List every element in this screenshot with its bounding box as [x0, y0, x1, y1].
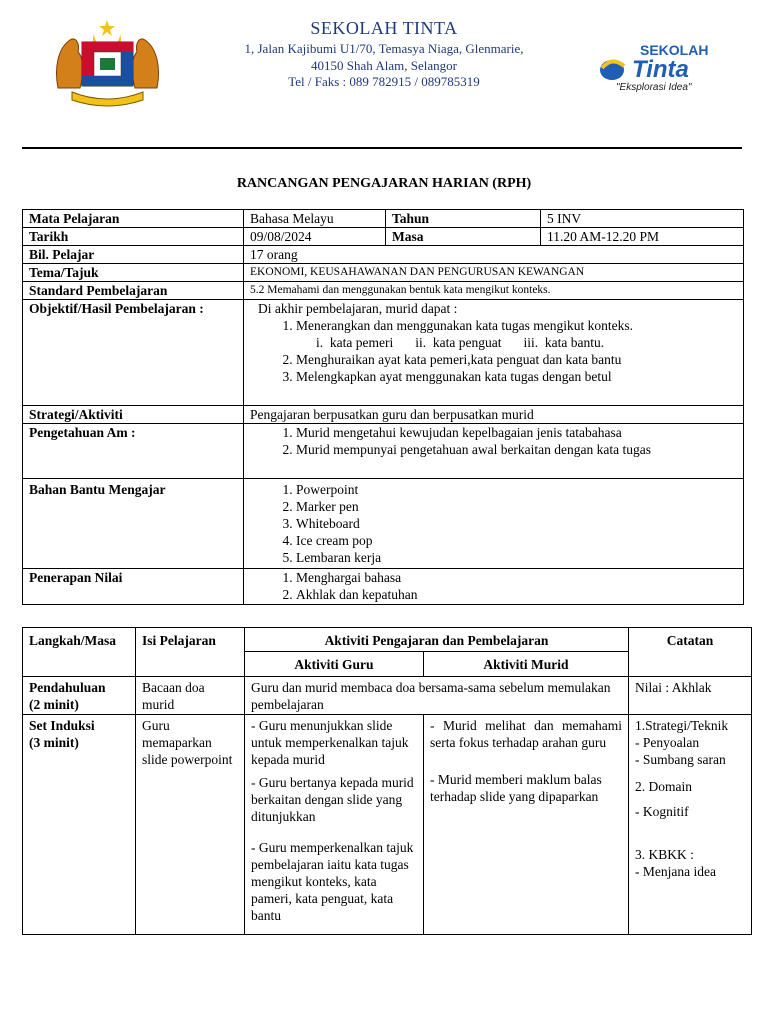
row-pendahuluan-langkah	[23, 677, 136, 715]
label-bil-pelajar: Bil. Pelajar	[23, 246, 244, 264]
catatan-line: 2. Domain	[635, 779, 692, 794]
label-tema: Tema/Tajuk	[23, 264, 244, 282]
label-tahun: Tahun	[386, 210, 541, 228]
document-title: RANCANGAN PENGAJARAN HARIAN (RPH)	[236, 176, 532, 191]
objektif-intro: Di akhir pembelajaran, murid dapat :	[258, 301, 458, 316]
bbm-item: 5. Lembaran kerja	[296, 549, 737, 566]
catatan-line: - Menjana idea	[635, 864, 716, 879]
label-standard: Standard Pembelajaran	[23, 282, 244, 300]
bbm-item: 1. Powerpoint	[296, 481, 737, 498]
bbm-item: 3. Whiteboard	[296, 515, 737, 532]
label-masa: Masa	[386, 228, 541, 246]
objektif-item: 1. Menerangkan dan menggunakan kata tugas mengikut konteks.	[296, 317, 737, 334]
guru-activity: - Guru menunjukkan slide untuk memperkenalkan tajuk kepada murid	[251, 718, 409, 767]
row-pendahuluan-aktiviti: Guru dan murid membaca doa bersama-sama sebelum memulakan pembelajaran	[245, 677, 629, 715]
row-set-induksi-murid	[424, 715, 629, 935]
value-pengetahuan	[244, 424, 744, 479]
value-bbm	[244, 479, 744, 569]
value-tarikh: 09/08/2024	[244, 228, 386, 246]
label-objektif: Objektif/Hasil Pembelajaran :	[23, 300, 244, 406]
catatan-line: 3. KBKK :	[635, 847, 694, 862]
guru-activity: - Guru bertanya kepada murid berkaitan dengan slide yang ditunjukkan	[251, 775, 414, 824]
catatan-line: - Penyoalan	[635, 735, 700, 750]
catatan-line: - Kognitif	[635, 804, 689, 819]
label-mata-pelajaran: Mata Pelajaran	[23, 210, 244, 228]
row-pendahuluan-isi: Bacaan doa murid	[136, 677, 245, 715]
row-pendahuluan-catatan: Nilai : Akhlak	[629, 677, 752, 715]
value-masa: 11.20 AM-12.20 PM	[541, 228, 744, 246]
value-objektif	[244, 300, 744, 406]
header-langkah: Langkah/Masa	[23, 628, 136, 677]
header-aktiviti: Aktiviti Pengajaran dan Pembelajaran	[245, 628, 629, 652]
bbm-item: 2. Marker pen	[296, 498, 737, 515]
lesson-table	[22, 627, 752, 935]
row-set-induksi-guru	[245, 715, 424, 935]
school-tinta-logo	[596, 38, 726, 100]
header-aktiviti-murid: Aktiviti Murid	[424, 652, 629, 677]
langkah-label: Set Induksi	[29, 718, 95, 733]
nilai-item: 1. Menghargai bahasa	[296, 569, 737, 586]
catatan-line: - Sumbang saran	[635, 752, 726, 767]
value-standard: 5.2 Memahami dan menggunakan bentuk kata mengikut konteks.	[244, 282, 744, 300]
objektif-sub-item: i. kata pemeri	[316, 335, 394, 350]
value-bil-pelajar: 17 orang	[244, 246, 744, 264]
logo-tagline: "Eksplorasi Idea"	[616, 82, 692, 93]
guru-activity: - Guru memperkenalkan tajuk pembelajaran iaitu kata tugas mengikut konteks, kata pameri, kata penguat, kata bantu	[251, 840, 414, 923]
murid-activity: - Murid memberi maklum balas terhadap slide yang dipaparkan	[430, 772, 602, 804]
murid-activity: - Murid melihat dan memahami serta fokus terhadap arahan guru	[430, 718, 622, 750]
value-strategi: Pengajaran berpusatkan guru dan berpusatkan murid	[244, 406, 744, 424]
header-isi: Isi Pelajaran	[136, 628, 245, 677]
logo-text-top: SEKOLAH	[640, 42, 709, 58]
langkah-masa: (2 minit)	[29, 697, 79, 712]
value-nilai	[244, 569, 744, 605]
bbm-item: 4. Ice cream pop	[296, 532, 737, 549]
address-line-2: 40150 Shah Alam, Selangor	[311, 58, 457, 73]
address-line-1: 1, Jalan Kajibumi U1/70, Temasya Niaga, Glenmarie,	[244, 41, 524, 56]
row-set-induksi-langkah	[23, 715, 136, 935]
value-tahun: 5 INV	[541, 210, 744, 228]
row-set-induksi-catatan	[629, 715, 752, 935]
objektif-sub-item: iii. kata bantu.	[523, 335, 605, 350]
pengetahuan-item: 2. Murid mempunyai pengetahuan awal berkaitan dengan kata tugas	[296, 441, 737, 458]
label-bbm: Bahan Bantu Mengajar	[23, 479, 244, 569]
header-catatan: Catatan	[629, 628, 752, 677]
contact-line: Tel / Faks : 089 782915 / 089785319	[288, 74, 480, 89]
langkah-masa: (3 minit)	[29, 735, 79, 750]
school-name: SEKOLAH TINTA	[310, 18, 458, 38]
label-nilai: Penerapan Nilai	[23, 569, 244, 605]
logo-text-main: Tinta	[632, 56, 689, 83]
header-divider	[22, 147, 742, 149]
value-mata-pelajaran: Bahasa Melayu	[244, 210, 386, 228]
nilai-item: 2. Akhlak dan kepatuhan	[296, 586, 737, 603]
objektif-item: 2. Menghuraikan ayat kata pemeri,kata penguat dan kata bantu	[296, 351, 737, 368]
header-aktiviti-guru: Aktiviti Guru	[245, 652, 424, 677]
row-set-induksi-isi: Guru memaparkan slide powerpoint	[136, 715, 245, 935]
info-table	[22, 209, 744, 605]
catatan-line: 1.Strategi/Teknik	[635, 718, 729, 733]
objektif-item: 3. Melengkapkan ayat menggunakan kata tugas dengan betul	[296, 368, 737, 385]
langkah-label: Pendahuluan	[29, 680, 106, 695]
pengetahuan-item: 1. Murid mengetahui kewujudan kepelbagaian jenis tatabahasa	[296, 424, 737, 441]
label-tarikh: Tarikh	[23, 228, 244, 246]
value-tema: EKONOMI, KEUSAHAWANAN DAN PENGURUSAN KEWANGAN	[244, 264, 744, 282]
label-strategi: Strategi/Aktiviti	[23, 406, 244, 424]
label-pengetahuan: Pengetahuan Am :	[23, 424, 244, 479]
objektif-sub-item: ii. kata penguat	[415, 335, 502, 350]
